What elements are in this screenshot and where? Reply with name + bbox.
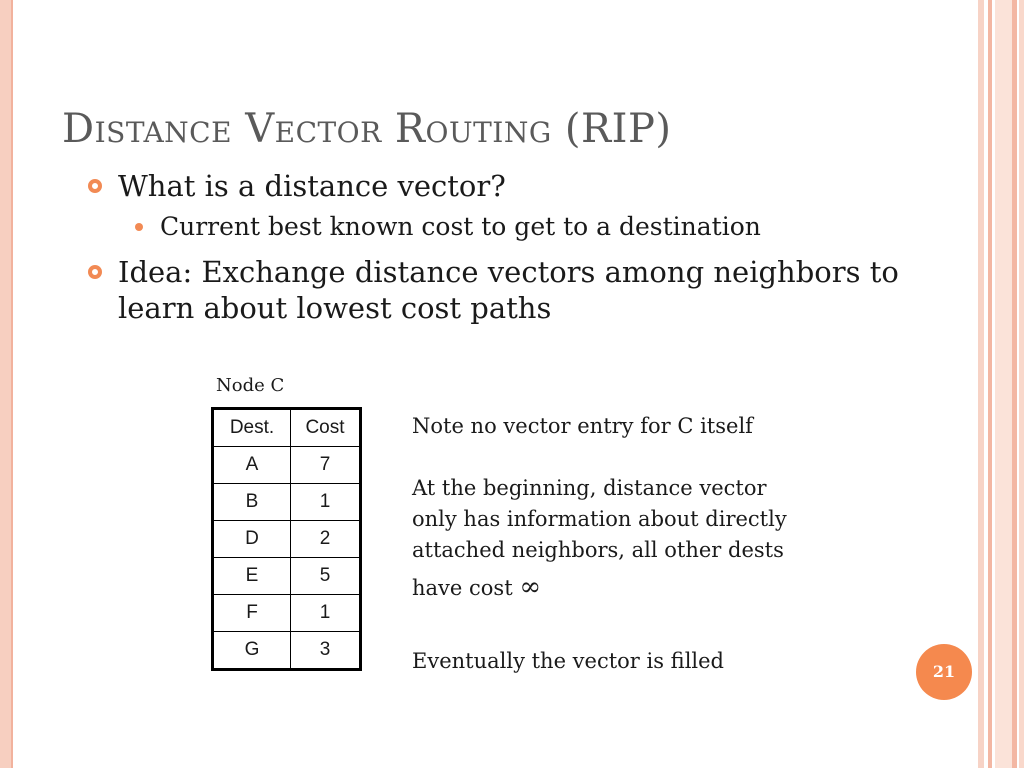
- cost-cell: 2: [291, 521, 361, 558]
- dest-cell: F: [213, 595, 291, 632]
- note-no-self-entry: Note no vector entry for C itself: [412, 414, 753, 438]
- column-header-dest: Dest.: [213, 409, 291, 447]
- dest-cell: G: [213, 632, 291, 670]
- column-header-cost: Cost: [291, 409, 361, 447]
- bullet-item: [118, 168, 938, 204]
- cost-cell: 7: [291, 447, 361, 484]
- table-row: [213, 447, 361, 484]
- table-row: [213, 558, 361, 595]
- distance-vector-table: [211, 407, 362, 671]
- bullet-text: What is a distance vector?: [118, 169, 506, 203]
- table-row: [213, 484, 361, 521]
- cost-cell: 1: [291, 484, 361, 521]
- note-line: [412, 572, 787, 604]
- dest-cell: A: [213, 447, 291, 484]
- bullet-item: [118, 254, 938, 326]
- table-caption: Node C: [216, 375, 285, 396]
- note-initial-state: [412, 473, 787, 604]
- table-header-row: [213, 409, 361, 447]
- dest-cell: E: [213, 558, 291, 595]
- right-decorative-stripe: [978, 0, 984, 768]
- table-row: [213, 632, 361, 670]
- right-decorative-stripe: [988, 0, 992, 768]
- cost-cell: 1: [291, 595, 361, 632]
- note-line: attached neighbors, all other dests: [412, 538, 784, 562]
- note-line-text: have cost: [412, 576, 513, 600]
- infinity-symbol: ∞: [519, 572, 541, 602]
- bullet-ring-icon: [88, 179, 102, 193]
- cost-cell: 5: [291, 558, 361, 595]
- right-decorative-stripe: [1019, 0, 1024, 768]
- table-row: [213, 521, 361, 558]
- dest-cell: B: [213, 484, 291, 521]
- right-decorative-stripe: [995, 0, 1012, 768]
- bullet-ring-icon: [88, 265, 102, 279]
- sub-bullet-item: [160, 212, 761, 242]
- table-row: [213, 595, 361, 632]
- bullet-text: Idea: Exchange distance vectors among neighbors to learn about lowest cost paths: [118, 255, 899, 325]
- dest-cell: D: [213, 521, 291, 558]
- slide-title: Distance Vector Routing (RIP): [62, 106, 672, 152]
- sub-bullet-text: Current best known cost to get to a destination: [160, 212, 761, 241]
- note-line: At the beginning, distance vector: [412, 476, 767, 500]
- left-decorative-stripe: [0, 0, 13, 768]
- note-eventually-filled: Eventually the vector is filled: [412, 649, 724, 673]
- bullet-dot-icon: [135, 223, 143, 231]
- page-number-badge: 21: [916, 644, 972, 700]
- cost-cell: 3: [291, 632, 361, 670]
- note-line: only has information about directly: [412, 507, 787, 531]
- right-decorative-stripe: [1012, 0, 1017, 768]
